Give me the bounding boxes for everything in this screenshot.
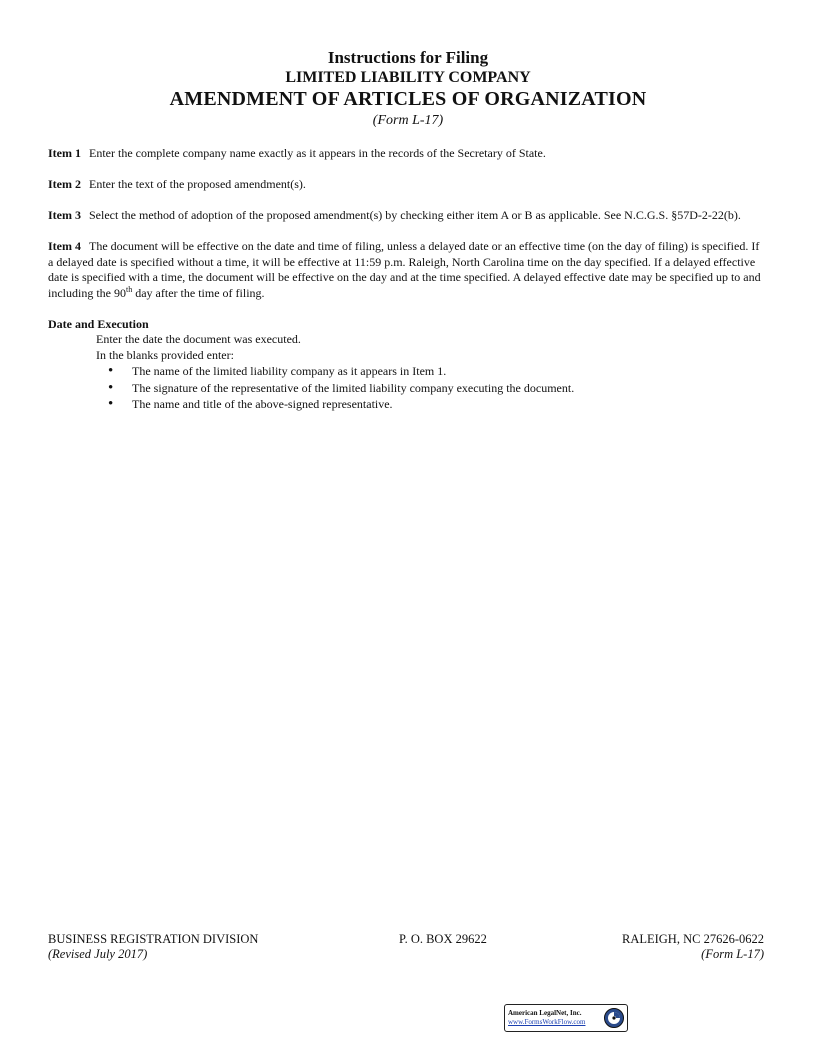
item-label: Item 3 [48, 208, 81, 222]
header-company-type: LIMITED LIABILITY COMPANY [285, 69, 531, 86]
item-text: Enter the text of the proposed amendment(s). [89, 177, 306, 191]
item-text: Enter the complete company name exactly as it appears in the records of the Secretary of State. [89, 146, 546, 160]
item-text: Select the method of adoption of the proposed amendment(s) by checking either item A or B as applicable. See N.C.G.S. §57D-2-22(b). [89, 208, 741, 222]
document-header [0, 48, 816, 130]
document-footer [48, 932, 764, 962]
footer-form-number: (Form L-17) [701, 947, 764, 961]
logo-url-link[interactable]: www.FormsWorkFlow.com [508, 1018, 586, 1026]
item-label: Item 2 [48, 177, 81, 191]
header-document-title: AMENDMENT OF ARTICLES OF ORGANIZATION [169, 88, 647, 110]
item-4 [48, 239, 766, 301]
header-instructions-title: Instructions for Filing [327, 48, 489, 67]
footer-address: RALEIGH, NC 27626-0622 [621, 932, 764, 946]
item-2 [48, 177, 766, 193]
item-text-end: day after the time of filing. [132, 285, 265, 300]
bullet-item: • The name of the limited liability company as it appears in Item 1. [132, 363, 766, 380]
section-title: Date and Execution [48, 316, 149, 331]
bullet-item: • The name and title of the above-signed representative. [132, 396, 766, 413]
globe-icon [603, 1007, 625, 1029]
footer-po-box: P. O. BOX 29622 [399, 932, 487, 946]
item-superscript: th [126, 284, 133, 294]
footer-revised: (Revised July 2017) [48, 947, 148, 961]
item-label: Item 4 [48, 239, 81, 253]
footer-division: BUSINESS REGISTRATION DIVISION [48, 932, 259, 946]
item-1 [48, 146, 766, 162]
date-execution-section [48, 317, 766, 413]
header-form-number: (Form L-17) [372, 113, 444, 128]
legalnet-logo-badge[interactable] [504, 1004, 628, 1032]
instructions-body [48, 146, 766, 413]
bullet-item: • The signature of the representative of the limited liability company executing the document. [132, 380, 766, 397]
execution-line-1: Enter the date the document was executed. [96, 332, 301, 346]
item-text: The document will be effective on the date and time of filing, unless a delayed date or an effective time (on the day of filing) is specified. If a delayed date is specified without a time, it will be effective at 11:59 p.m. Raleigh, North Carolina time on the day specified. If a delayed effective date is specified with a time, the document will be effective on the day and at the time specified. A delayed effective date may be specified up to and including the 90 [48, 239, 761, 300]
execution-line-2: In the blanks provided enter: [96, 347, 234, 362]
item-3 [48, 208, 766, 224]
item-label: Item 1 [48, 146, 81, 160]
logo-company-name: American LegalNet, Inc. [508, 1009, 582, 1017]
execution-bullet-list [48, 363, 766, 413]
